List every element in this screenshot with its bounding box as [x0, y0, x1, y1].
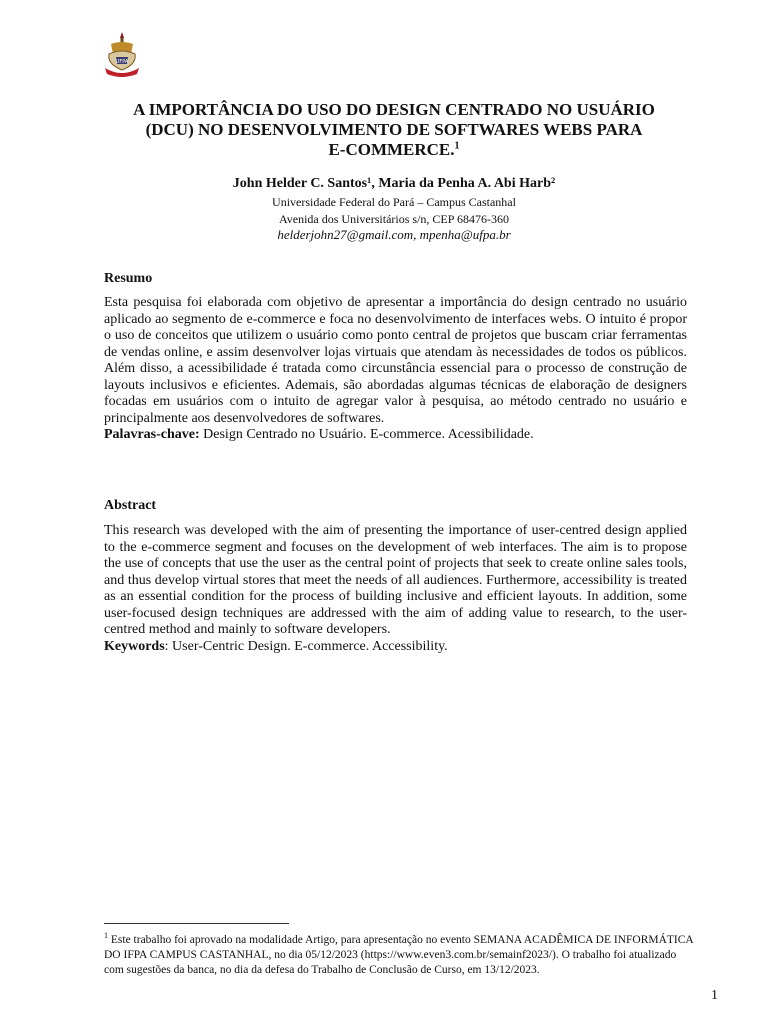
title-line-2: (DCU) NO DESENVOLVIMENTO DE SOFTWARES WEBS PARA — [145, 120, 643, 139]
author-emails: helderjohn27@gmail.com, mpenha@ufpa.br — [277, 227, 511, 242]
footnote-text: Este trabalho foi aprovado na modalidade Artigo, para apresentação no evento SEMANA ACADÊMICA DE INFORMÁTICA DO IFPA CAMPUS CASTANHAL, no dia 05/12/2023 (https://www.even3.com.br/semainf2023/). O trabalho foi atualizado com sugestões da banca, no dia da defesa do Trabalho de Conclusão de Curso, em 13/12/2023. — [104, 933, 694, 976]
authors: John Helder C. Santos¹, Maria da Penha A. Abi Harb² — [232, 176, 556, 191]
resumo-section — [104, 295, 687, 444]
affiliation-institution: Universidade Federal do Pará – Campus Castanhal — [272, 195, 516, 209]
footnote-mark: 1 — [104, 931, 108, 940]
resumo-body: Esta pesquisa foi elaborada com objetivo de apresentar a importância do design centrado no usuário aplicado ao segmento de e-commerce e foca no desenvolvimento de interfaces webs. O intuito é propor o uso de conceitos que utilizem o usuário como ponto central de projetos que buscam criar ferramentas de vendas online, e assim desenvolver lojas virtuais que atendam às necessidades de todos os públicos. Além disso, a acessibilidade é tratada como circunstância essencial para o processo de construção de layouts inclusivos e eficientes. Ademais, são abordadas algumas técnicas de elaboração de designers focadas em usuários com o intuito de agregar valor à pesquisa, ao método centrado no usuário e principalmente aos desenvolvedores de softwares. — [104, 295, 687, 426]
abstract-body: This research was developed with the aim of presenting the importance of user-centred design applied to the e-commerce segment and focuses on the development of web interfaces. The aim is to propose the use of concepts that use the user as the central point of projects that seek to create online sales tools, and thus develop virtual stores that meet the needs of all audiences. Furthermore, accessibility is treated as an essential condition for the process of building inclusive and efficient layouts. In addition, some user-focused design techniques are addressed with the aim of adding value to research, to the user-centred method and mainly to software developers. — [104, 523, 687, 637]
resumo-keywords-label: Palavras-chave: — [104, 427, 200, 442]
affiliation-address: Avenida dos Universitários s/n, CEP 68476-360 — [279, 212, 509, 226]
svg-text:UFPA: UFPA — [115, 59, 129, 65]
resumo-heading: Resumo — [104, 271, 153, 286]
footnote-divider — [104, 923, 289, 924]
abstract-heading: Abstract — [104, 498, 157, 513]
footnote — [104, 928, 694, 978]
title-line-3-text: E-COMMERCE. — [328, 140, 455, 159]
abstract-keywords-text: : User-Centric Design. E-commerce. Accessibility. — [164, 638, 448, 654]
title-line-1: A IMPORTÂNCIA DO USO DO DESIGN CENTRADO NO USUÁRIO — [133, 100, 655, 119]
abstract-keywords — [104, 639, 687, 656]
abstract-section — [104, 523, 687, 655]
resumo-keywords — [104, 427, 687, 444]
abstract-keywords-label: Keywords — [104, 638, 165, 654]
title-line-3 — [96, 140, 692, 160]
paper-title — [96, 100, 692, 160]
resumo-keywords-text: Design Centrado no Usuário. E-commerce. Acessibilidade. — [199, 427, 534, 442]
page-number: 1 — [711, 988, 718, 1003]
title-footnote-mark: 1 — [454, 140, 460, 152]
university-crest-icon — [103, 30, 141, 78]
